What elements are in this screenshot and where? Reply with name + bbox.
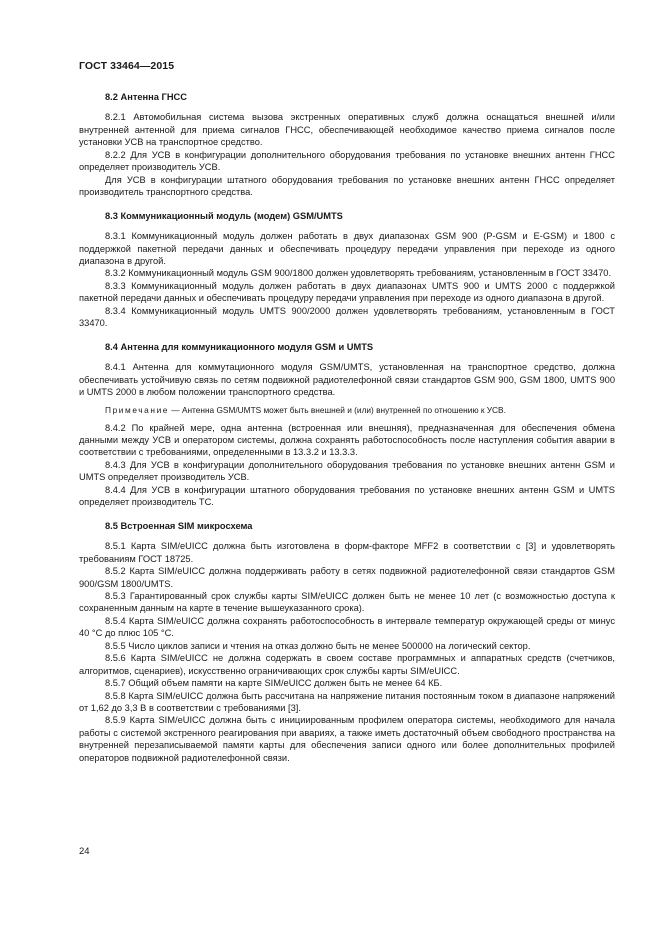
paragraph: Для УСВ в конфигурации штатного оборудования требования по установке внешних антенн ГНСС определяет производитель транспортного средства. [79, 174, 615, 198]
paragraph: 8.5.7 Общий объем памяти на карте SIM/eUICC должен быть не менее 64 КБ. [105, 678, 443, 689]
paragraph: 8.2.1 Автомобильная система вызова экстренных оперативных служб должна оснащаться внешней и/или внутренней антенной для приема сигналов ГНСС, обеспечивающей необходимое качество приема сигналов после установки УСВ на транспортное средство. [79, 112, 615, 148]
paragraph: 8.5.6 Карта SIM/eUICC не должна содержать в своем составе программных и аппаратных средств (счетчиков, алгоритмов, сценариев), искусственно ограничивающих срок службы карты SIM/eUICC. [79, 653, 615, 676]
paragraph: 8.5.8 Карта SIM/eUICC должна быть рассчитана на напряжение питания постоянным током в диапазоне напряжений от 1,62 до 3,3 В в соответствии с требованиями [3]. [79, 690, 615, 714]
note-text: — Антенна GSM/UMTS может быть внешней и (или) внутренней по отношению к УСВ. [169, 404, 506, 415]
paragraph: 8.5.1 Карта SIM/eUICC должна быть изготовлена в форм-факторе MFF2 в соответствии с [3] и удовлетворять требованиям ГОСТ 18725. [79, 541, 615, 564]
section-title: 8.4 Антенна для коммуникационного модуля GSM и UMTS [105, 341, 374, 352]
page-number: 24 [79, 846, 90, 857]
document-body [79, 91, 615, 764]
paragraph: 8.4.1 Антенна для коммутационного модуля GSM/UMTS, установленная на транспортное средство, должна обеспечивать устойчивую связь по сетям подвижной радиотелефонной связи стандартов GSM 900, GSM 1800, UMTS 900 и UMTS 2000 в любом положении транспортного средства. [79, 362, 615, 398]
paragraph: 8.5.9 Карта SIM/eUICC должна быть с инициированным профилем оператора системы, необходимого для начала работы с системой экстренного реагирования при авариях, а также иметь достаточный объем свободного пространства на внутренней перезаписываемой памяти карты для обеспечения записи одного или более дополнительных профилей операторов подвижной радиотелефонной связи. [79, 715, 615, 763]
paragraph: 8.3.4 Коммуникационный модуль UMTS 900/2000 должен удовлетворять требованиям, установленным в ГОСТ 33470. [79, 305, 615, 329]
section-title: 8.5 Встроенная SIM микросхема [105, 520, 253, 531]
paragraph: 8.5.4 Карта SIM/eUICC должна сохранять работоспособность в интервале температур окружающей среды от минус 40 °C до плюс 105 °C. [79, 615, 615, 639]
paragraph: 8.3.1 Коммуникационный модуль должен работать в двух диапазонах GSM 900 (P-GSM и E-GSM) и 1800 с поддержкой пакетной передачи данных и обеспечивать процедуру передачи управления при переходе из одного диапазона в другой. [79, 231, 615, 266]
document-header: ГОСТ 33464—2015 [79, 60, 175, 72]
note-label: Примечание [105, 404, 170, 415]
paragraph: 8.4.4 Для УСВ в конфигурации штатного оборудования требования по установке внешних антенн GSM и UMTS определяет производитель ТС. [79, 484, 615, 508]
paragraph: 8.5.3 Гарантированный срок службы карты SIM/eUICC должен быть не менее 10 лет (с возможностью доступа к сохраненным данным на карте в течение вышеуказанного срока). [79, 590, 615, 614]
note [79, 404, 615, 416]
section-title: 8.2 Антенна ГНСС [105, 92, 187, 102]
paragraph: 8.5.5 Число циклов записи и чтения на отказ должно быть не менее 500000 на логический сектор. [105, 640, 531, 651]
paragraph: 8.3.3 Коммуникационный модуль должен работать в двух диапазонах UMTS 900 и UMTS 2000 с поддержкой пакетной передачи данных и обеспечивать процедуру передачи управления при переходе из одного диапазона в другой. [79, 280, 615, 304]
paragraph: 8.4.2 По крайней мере, одна антенна (встроенная или внешняя), предназначенная для обеспечения обмена данными между УСВ и оператором системы, должна сохранять работоспособность после наступления события аварии в соответствии с требованиями, определенными в 13.3.2 и 13.3.3. [79, 422, 615, 458]
paragraph: 8.5.2 Карта SIM/eUICC должна поддерживать работу в сетях подвижной радиотелефонной связи стандартов GSM 900/GSM 1800/UMTS. [79, 566, 615, 589]
paragraph: 8.3.2 Коммуникационный модуль GSM 900/1800 должен удовлетворять требованиям, установленным в ГОСТ 33470. [105, 268, 612, 279]
section-title: 8.3 Коммуникационный модуль (модем) GSM/UMTS [105, 210, 343, 221]
paragraph: 8.4.3 Для УСВ в конфигурации дополнительного оборудования требования по установке внешних антенн GSM и UMTS определяет производитель УСВ. [79, 459, 615, 483]
paragraph: 8.2.2 Для УСВ в конфигурации дополнительного оборудования требования по установке внешних антенн ГНСС определяет производитель УСВ. [79, 149, 615, 173]
